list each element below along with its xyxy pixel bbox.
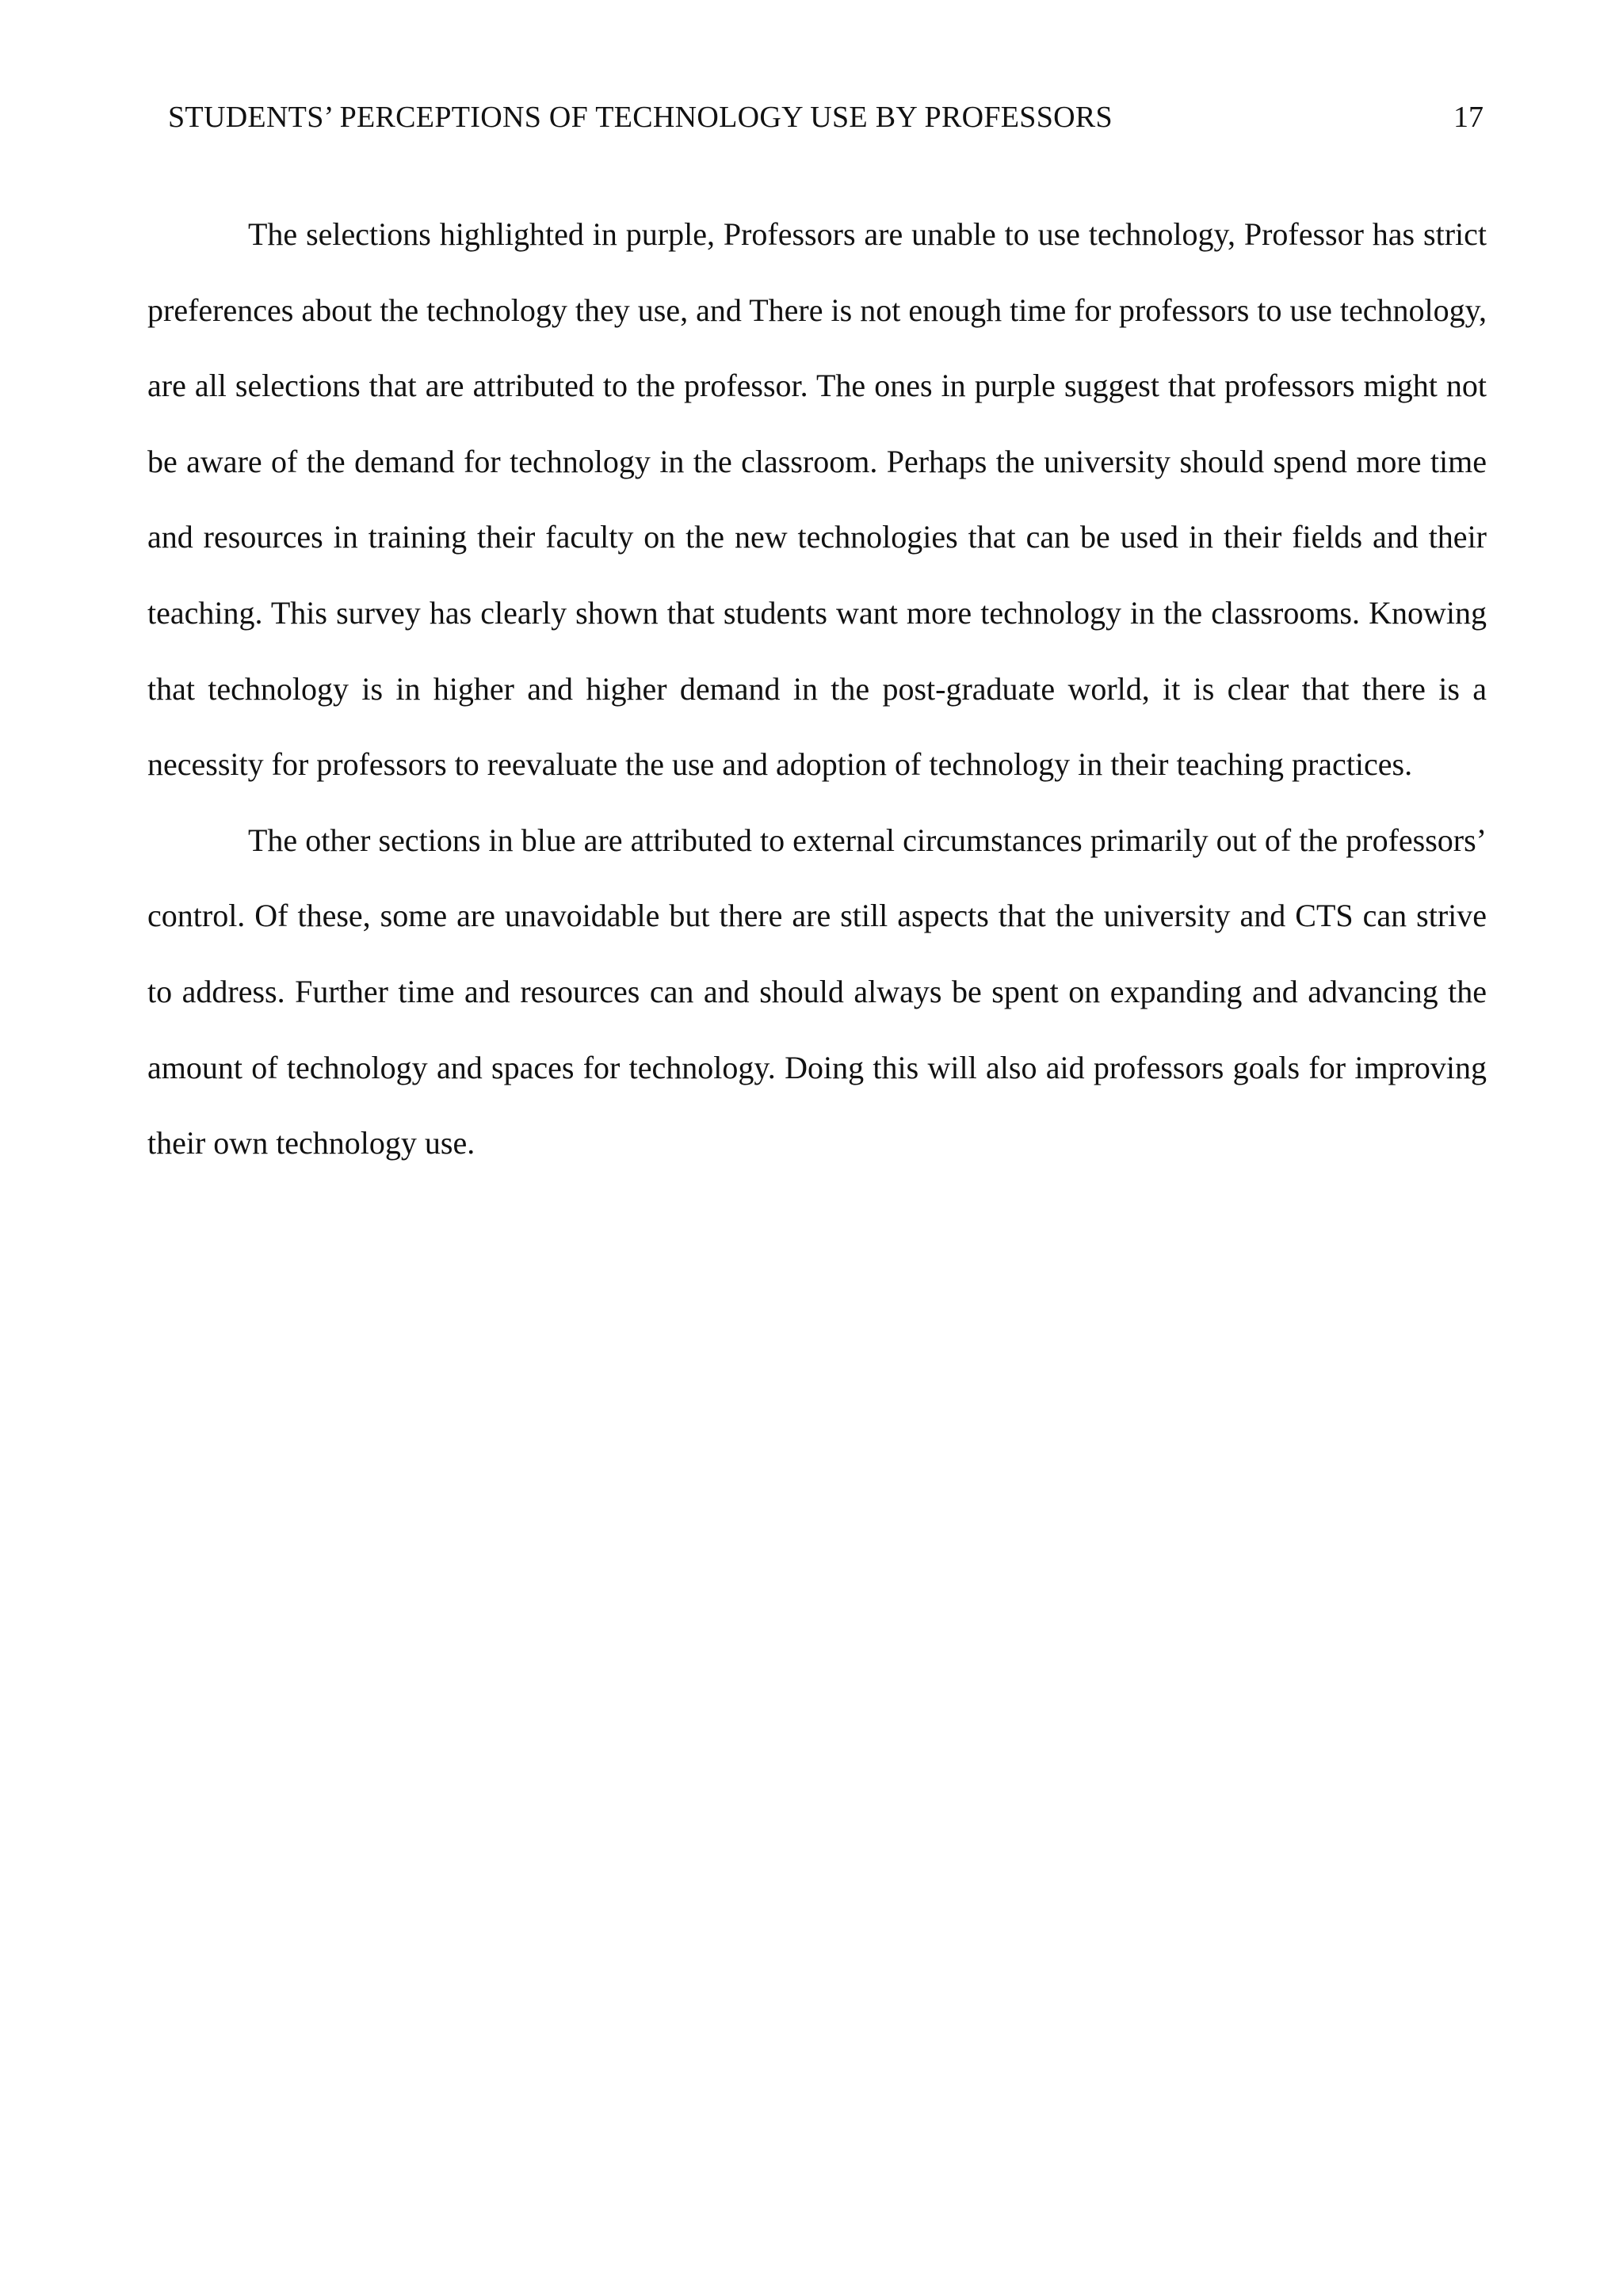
page-number: 17 — [1453, 101, 1484, 134]
body-text — [147, 196, 1487, 1181]
paragraph-2: The other sections in blue are attributed to external circumstances primarily out of the professors’ control. Of these, some are unavoidable but there are still aspects that the university and CTS can strive to address. Further time and resources can and should always be spent on expanding and advancing the amount of technology and spaces for technology. Doing this will also aid professors goals for improving their own technology use. — [147, 822, 1487, 1161]
paragraph-1: The selections highlighted in purple, Professors are unable to use technology, Professor has strict preferences about the technology they use, and There is not enough time for professors to use technology, are all selections that are attributed to the professor. The ones in purple suggest that professors might not be aware of the demand for technology in the classroom. Perhaps the university should spend more time and resources in training their faculty on the new technologies that can be used in their fields and their teaching. This survey has clearly shown that students want more technology in the classrooms. Knowing that technology is in higher and higher demand in the post-graduate world, it is clear that there is a necessity for professors to reevaluate the use and adoption of technology in their teaching practices. — [147, 216, 1487, 783]
running-head: STUDENTS’ PERCEPTIONS OF TECHNOLOGY USE BY PROFESSORS — [168, 101, 1113, 134]
